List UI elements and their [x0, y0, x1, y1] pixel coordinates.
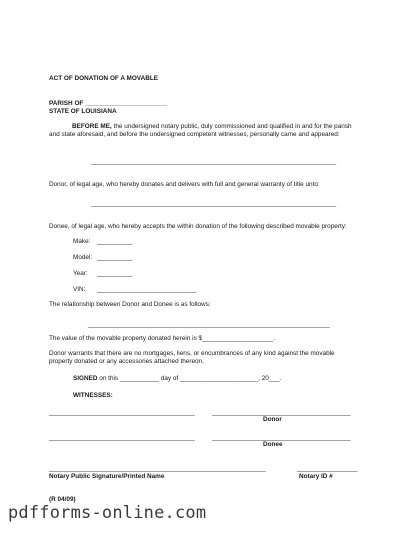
parish-line: PARISH OF _______________________: [49, 100, 167, 107]
year-label: Year:: [73, 270, 88, 277]
warrant-paragraph: Donor warrants that there are no mortgages, liens, or encumbrances of any kind against the movable property donated or any accessories attached thereon.: [49, 350, 335, 365]
signed-bold: SIGNED: [73, 375, 98, 382]
make-label: Make:: [73, 238, 91, 245]
donee-label: Donee: [263, 441, 283, 448]
donee-blank-line: _____________________________________________________________________: [91, 200, 337, 207]
witness-signature-line-1: _________________________________________: [49, 409, 195, 416]
witness-signature-line-2: _________________________________________: [49, 434, 195, 441]
document-title: ACT OF DONATION OF A MOVABLE: [49, 75, 158, 82]
donor-signature-line: _______________________________________: [212, 409, 351, 416]
vin-label: VIN:: [73, 286, 86, 293]
notary-label: Notary Public Signature/Printed Name: [49, 473, 165, 480]
signed-text: on this ___________ day of ______________________, 20___.: [97, 375, 282, 382]
donee-paragraph: Donee, of legal age, who hereby accepts the within donation of the following described movable property:: [49, 223, 347, 230]
value-paragraph: The value of the movable property donated herein is $____________________.: [49, 335, 275, 342]
model-blank: __________: [97, 254, 133, 261]
revision-code: (R 04/09): [49, 496, 76, 503]
vin-blank: ____________________________: [97, 286, 197, 293]
donee-signature-line: _______________________________________: [212, 434, 351, 441]
make-blank: __________: [97, 238, 133, 245]
before-me-bold: BEFORE ME,: [72, 123, 112, 130]
model-label: Model:: [73, 254, 93, 261]
donor-label: Donor: [263, 416, 282, 423]
watermark-text: pdfforms-online.com: [8, 503, 207, 523]
before-me-paragraph: [49, 123, 359, 139]
notary-signature-line: _____________________________________________________________: [49, 465, 266, 472]
year-blank: __________: [97, 270, 133, 277]
relationship-blank-line: ____________________________________________________________________: [88, 321, 330, 328]
state-line: STATE OF LOUISIANA: [49, 108, 117, 115]
signed-line: [73, 375, 281, 383]
appeared-blank-line: _____________________________________________________________________: [91, 158, 337, 165]
before-me-text: the undersigned notary public, duly commissioned and qualified in and for the parish and state aforesaid, and before the undersigned competent witnesses, personally came and appeared:: [49, 123, 352, 138]
witnesses-heading: WITNESSES:: [73, 392, 113, 399]
notary-id-line: _________________: [297, 465, 358, 472]
notary-id-label: Notary ID #: [299, 473, 333, 480]
relationship-paragraph: The relationship between Donor and Donee is as follows:: [49, 301, 211, 308]
donor-paragraph: Donor, of legal age, who hereby donates and delivers with full and general warranty of title unto:: [49, 181, 320, 188]
